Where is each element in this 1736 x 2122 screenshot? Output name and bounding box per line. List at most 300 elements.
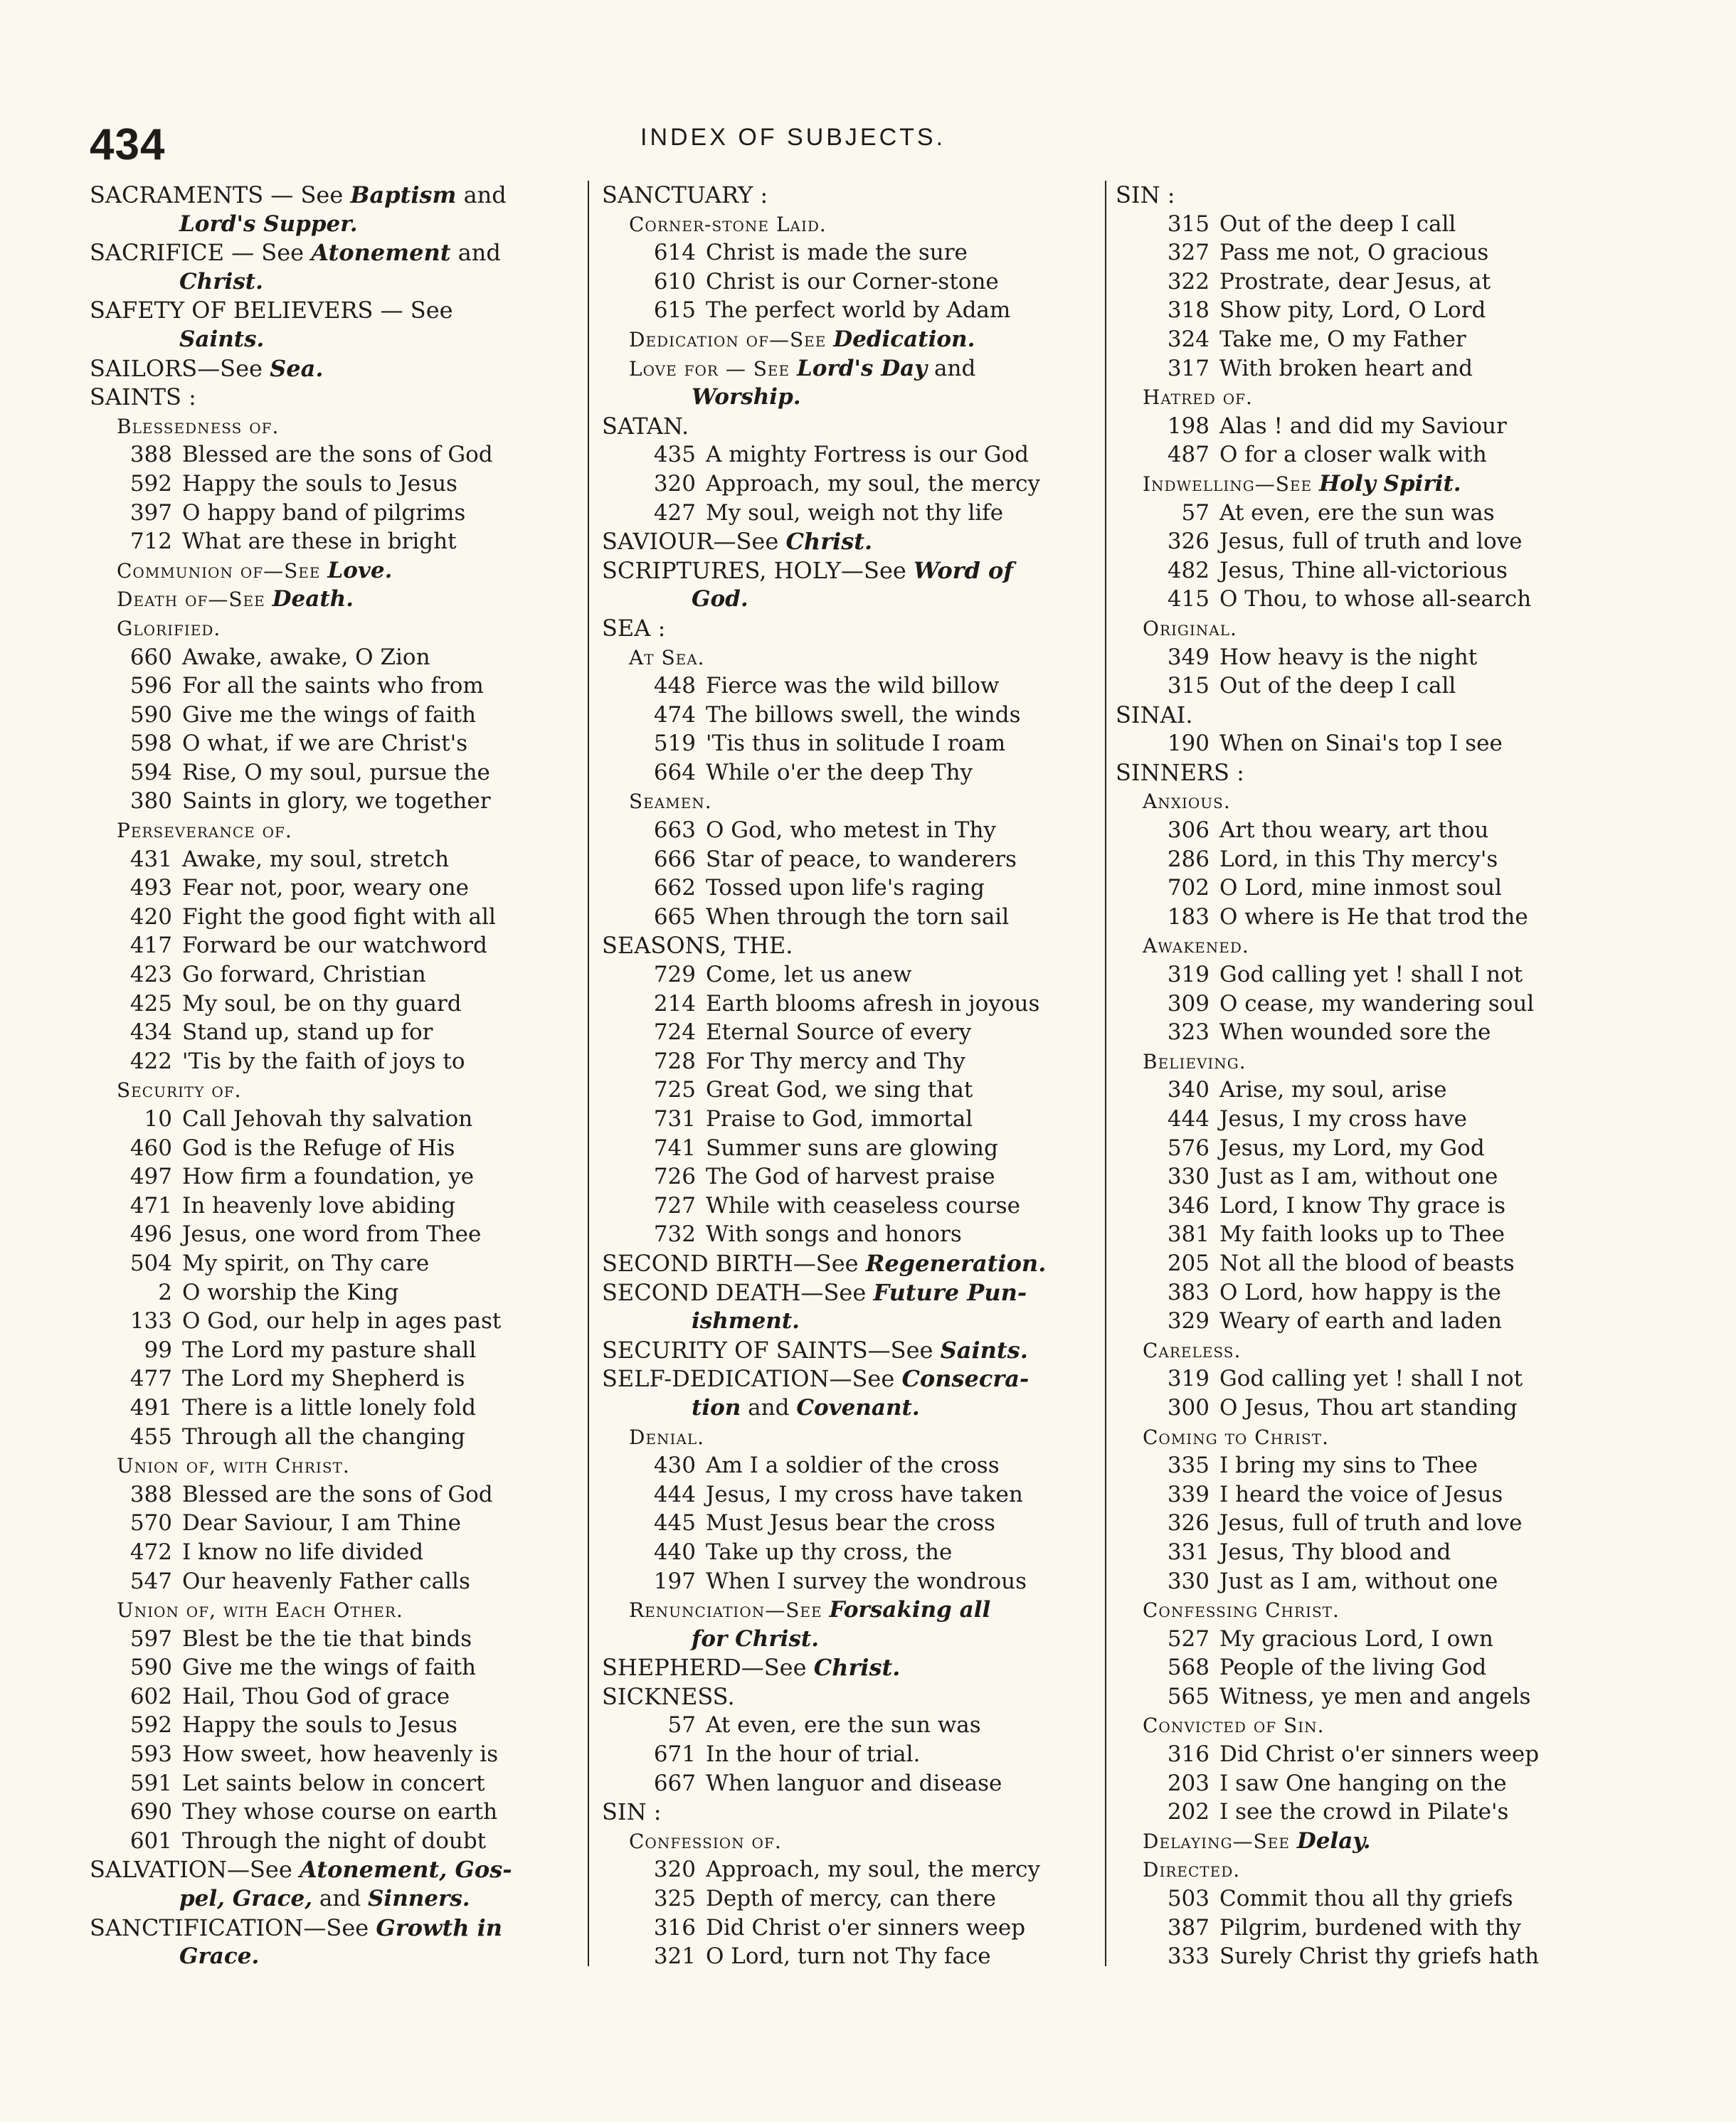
hymn-first-line: The perfect world by Adam xyxy=(706,297,1011,324)
hymn-first-line: Did Christ o'er sinners weep xyxy=(1219,1741,1540,1768)
cross-reference: tion xyxy=(692,1394,741,1421)
hymn-number: 460 xyxy=(129,1135,172,1161)
hymn-number: 423 xyxy=(129,962,172,988)
subheading-text: Confessing Christ. xyxy=(1143,1598,1340,1623)
hymn-first-line: Come, let us anew xyxy=(706,962,912,988)
hymn-entry xyxy=(602,1162,1094,1192)
hymn-first-line: Fight the good fight with all xyxy=(182,903,496,930)
hymn-first-line: I heard the voice of Jesus xyxy=(1219,1481,1503,1507)
subheading-text: Believing. xyxy=(1143,1049,1247,1073)
heading-text: SACRAMENTS — See xyxy=(90,181,351,208)
hymn-first-line: In heavenly love abiding xyxy=(182,1192,456,1219)
hymn-first-line: O Lord, turn not Thy face xyxy=(706,1943,991,1970)
hymn-first-line: Christ is our Corner-stone xyxy=(706,268,999,295)
hymn-entry xyxy=(1116,238,1614,267)
hymn-entry xyxy=(1116,903,1614,932)
hymn-first-line: Jesus, Thine all-victorious xyxy=(1219,557,1508,583)
heading-text: SANCTUARY : xyxy=(602,181,768,208)
hymn-number: 425 xyxy=(129,990,172,1017)
hymn-entry xyxy=(1116,1740,1614,1769)
hymn-entry xyxy=(1116,1364,1614,1394)
hymn-number: 286 xyxy=(1167,846,1210,872)
hymn-first-line: My soul, be on thy guard xyxy=(182,990,462,1017)
hymn-entry xyxy=(90,1711,581,1740)
hymn-entry xyxy=(90,1047,581,1076)
hymn-first-line: Just as I am, without one xyxy=(1219,1164,1498,1190)
subheading-text: Delaying—See xyxy=(1143,1829,1297,1853)
cross-reference: Death. xyxy=(272,586,354,612)
hymn-first-line: Let saints below in concert xyxy=(182,1770,485,1796)
hymn-entry xyxy=(90,1682,581,1712)
cross-reference: Forsaking all xyxy=(829,1597,991,1623)
hymn-first-line: Awake, awake, O Zion xyxy=(182,644,430,670)
hymn-first-line: Through all the changing xyxy=(182,1423,465,1450)
continuation-line xyxy=(602,1307,1094,1336)
hymn-first-line: Blest be the tie that binds xyxy=(182,1625,472,1652)
hymn-first-line: O Jesus, Thou art standing xyxy=(1219,1394,1518,1421)
hymn-entry xyxy=(90,1336,581,1365)
hymn-entry xyxy=(602,1538,1094,1567)
subheading xyxy=(90,614,581,643)
hymn-entry xyxy=(602,1451,1094,1480)
subheading xyxy=(1116,1047,1614,1076)
hymn-entry xyxy=(602,1134,1094,1163)
hymn-first-line: Show pity, Lord, O Lord xyxy=(1219,297,1486,324)
hymn-number: 570 xyxy=(129,1510,172,1537)
hymn-entry xyxy=(602,1855,1094,1884)
hymn-entry xyxy=(90,758,581,787)
hymn-number: 346 xyxy=(1167,1192,1210,1219)
hymn-number: 317 xyxy=(1167,355,1210,381)
hymn-entry xyxy=(90,1394,581,1423)
hymn-entry xyxy=(602,1884,1094,1914)
hymn-entry xyxy=(602,903,1094,932)
hymn-entry xyxy=(90,1162,581,1192)
subheading-text: Blessedness of. xyxy=(117,414,280,438)
hymn-first-line: For Thy mercy and Thy xyxy=(706,1048,965,1074)
subject-heading xyxy=(602,1798,1094,1827)
continuation-line xyxy=(90,1942,581,1971)
hymn-number: 420 xyxy=(129,903,172,930)
hymn-first-line: Out of the deep I call xyxy=(1219,673,1456,699)
cross-reference: Word of xyxy=(914,556,1014,584)
heading-text: SECOND DEATH—See xyxy=(602,1278,874,1306)
hymn-entry xyxy=(1116,1220,1614,1249)
hymn-entry xyxy=(1116,816,1614,845)
subject-heading xyxy=(602,527,1094,556)
hymn-number: 610 xyxy=(653,268,696,295)
hymn-first-line: God calling yet ! shall I not xyxy=(1219,1366,1523,1392)
hymn-number: 381 xyxy=(1167,1221,1210,1248)
hymn-first-line: Happy the souls to Jesus xyxy=(182,1712,457,1739)
heading-text: SIN : xyxy=(1116,181,1175,208)
hymn-entry xyxy=(1116,672,1614,701)
subject-heading xyxy=(602,614,1094,643)
hymn-entry xyxy=(90,470,581,499)
hymn-first-line: The billows swell, the winds xyxy=(706,701,1021,728)
hymn-entry xyxy=(90,1192,581,1221)
hymn-first-line: Jesus, Thy blood and xyxy=(1219,1539,1451,1565)
hymn-entry xyxy=(602,1105,1094,1134)
hymn-number: 329 xyxy=(1167,1308,1210,1335)
hymn-entry xyxy=(1116,1567,1614,1596)
hymn-number: 440 xyxy=(653,1539,696,1565)
hymn-first-line: Star of peace, to wanderers xyxy=(706,846,1017,872)
hymn-number: 326 xyxy=(1167,1510,1210,1537)
hymn-entry xyxy=(1116,1682,1614,1712)
subheading xyxy=(602,325,1094,354)
hymn-first-line: Forward be our watchword xyxy=(182,933,487,959)
hymn-first-line: Give me the wings of faith xyxy=(182,701,476,728)
subject-heading xyxy=(90,296,581,325)
cross-reference: for Christ. xyxy=(692,1625,820,1652)
cross-reference: Christ. xyxy=(813,1654,901,1682)
subheading xyxy=(1116,614,1614,643)
heading-text: SAFETY OF BELIEVERS — See xyxy=(90,297,453,324)
hymn-number: 183 xyxy=(1167,903,1210,930)
hymn-number: 388 xyxy=(129,442,172,468)
hymn-entry xyxy=(1116,440,1614,470)
hymn-entry xyxy=(602,267,1094,297)
hymn-number: 471 xyxy=(129,1192,172,1219)
hymn-first-line: Alas ! and did my Saviour xyxy=(1219,413,1507,439)
hymn-first-line: In the hour of trial. xyxy=(706,1741,921,1768)
hymn-first-line: Take up thy cross, the xyxy=(706,1539,953,1565)
cross-reference: Atonement xyxy=(311,239,451,267)
hymn-entry xyxy=(602,1192,1094,1221)
subject-heading xyxy=(602,1682,1094,1712)
hymn-entry xyxy=(1116,1076,1614,1105)
connector-text: and xyxy=(741,1394,797,1421)
hymn-first-line: Great God, we sing that xyxy=(706,1077,973,1103)
continuation-line xyxy=(90,210,581,239)
hymn-number: 325 xyxy=(653,1886,696,1912)
hymn-number: 203 xyxy=(1167,1770,1210,1796)
subheading xyxy=(1116,1855,1614,1884)
hymn-first-line: Happy the souls to Jesus xyxy=(182,470,457,497)
cross-reference: Christ. xyxy=(785,528,873,556)
hymn-entry xyxy=(90,440,581,470)
subheading xyxy=(602,210,1094,239)
hymn-entry xyxy=(90,1105,581,1134)
hymn-number: 2 xyxy=(158,1279,172,1305)
hymn-number: 315 xyxy=(1167,673,1210,699)
hymn-number: 477 xyxy=(129,1366,172,1392)
subheading xyxy=(90,1596,581,1625)
heading-text: SHEPHERD—See xyxy=(602,1654,814,1682)
hymn-number: 601 xyxy=(129,1827,172,1854)
hymn-first-line: Jesus, one word from Thee xyxy=(182,1221,482,1248)
hymn-entry xyxy=(90,1798,581,1827)
subheading xyxy=(1116,1596,1614,1625)
hymn-number: 330 xyxy=(1167,1164,1210,1190)
hymn-entry xyxy=(90,787,581,816)
hymn-first-line: Pilgrim, burdened with thy xyxy=(1219,1914,1521,1941)
hymn-number: 190 xyxy=(1167,731,1210,757)
hymn-entry xyxy=(1116,1162,1614,1192)
subheading-text: Confession of. xyxy=(629,1829,782,1853)
hymn-first-line: How heavy is the night xyxy=(1219,644,1478,670)
hymn-first-line: Tossed upon life's raging xyxy=(706,875,985,901)
continuation-line xyxy=(90,325,581,354)
heading-text: SECOND BIRTH—See xyxy=(602,1249,866,1277)
subject-heading xyxy=(602,1336,1094,1365)
subheading-text: Careless. xyxy=(1143,1338,1242,1362)
hymn-number: 323 xyxy=(1167,1019,1210,1046)
hymn-entry xyxy=(602,845,1094,874)
hymn-number: 724 xyxy=(653,1019,696,1046)
hymn-entry xyxy=(1116,1884,1614,1914)
subheading xyxy=(90,1076,581,1105)
hymn-first-line: Saints in glory, we together xyxy=(182,788,491,815)
subject-heading xyxy=(90,181,581,210)
hymn-first-line: Christ is made the sure xyxy=(706,240,968,266)
subheading-text: Death of—See xyxy=(117,588,272,612)
hymn-entry xyxy=(1116,1653,1614,1682)
hymn-first-line: A mighty Fortress is our God xyxy=(706,442,1030,468)
hymn-entry xyxy=(1116,960,1614,990)
hymn-entry xyxy=(90,1625,581,1654)
hymn-entry xyxy=(602,874,1094,903)
hymn-first-line: O for a closer walk with xyxy=(1219,442,1487,468)
hymn-entry xyxy=(90,1307,581,1336)
hymn-number: 727 xyxy=(653,1192,696,1219)
hymn-entry xyxy=(1116,1307,1614,1336)
hymn-entry xyxy=(90,1018,581,1047)
hymn-number: 434 xyxy=(129,1019,172,1046)
subheading xyxy=(602,354,1094,383)
hymn-number: 57 xyxy=(667,1712,696,1739)
hymn-entry xyxy=(90,1134,581,1163)
connector-text: and xyxy=(450,239,501,267)
hymn-number: 592 xyxy=(129,470,172,497)
cross-reference: Lord's Supper. xyxy=(179,211,358,237)
subheading-text: Dedication of—See xyxy=(629,327,834,351)
hymn-entry xyxy=(1116,990,1614,1019)
hymn-entry xyxy=(1116,267,1614,297)
cross-reference: pel, Grace, xyxy=(179,1886,313,1912)
subheading xyxy=(1116,383,1614,412)
hymn-number: 331 xyxy=(1167,1539,1210,1565)
hymn-entry xyxy=(90,960,581,990)
hymn-number: 565 xyxy=(1167,1683,1210,1709)
hymn-entry xyxy=(602,1220,1094,1249)
hymn-first-line: O where is He that trod the xyxy=(1219,903,1528,930)
hymn-number: 662 xyxy=(653,875,696,901)
cross-reference: God. xyxy=(692,586,748,612)
hymn-entry xyxy=(90,903,581,932)
hymn-entry xyxy=(602,1567,1094,1596)
hymn-number: 496 xyxy=(129,1221,172,1248)
heading-text: SECURITY OF SAINTS—See xyxy=(602,1336,941,1364)
hymn-entry xyxy=(1116,1538,1614,1567)
hymn-entry xyxy=(1116,1192,1614,1221)
hymn-first-line: When on Sinai's top I see xyxy=(1219,731,1503,757)
hymn-entry xyxy=(602,440,1094,470)
hymn-number: 322 xyxy=(1167,268,1210,295)
subheading xyxy=(1116,787,1614,816)
subject-heading xyxy=(602,556,1094,585)
hymn-entry xyxy=(1116,1769,1614,1798)
continuation-line xyxy=(602,1625,1094,1654)
hymn-entry xyxy=(1116,1249,1614,1278)
hymn-entry xyxy=(1116,296,1614,325)
hymn-entry xyxy=(602,729,1094,758)
subheading-text: Communion of—See xyxy=(117,558,328,583)
subheading-text: Convicted of Sin. xyxy=(1143,1714,1325,1738)
hymn-number: 430 xyxy=(653,1453,696,1479)
hymn-number: 316 xyxy=(1167,1741,1210,1768)
subject-heading xyxy=(602,1249,1094,1278)
subheading xyxy=(90,585,581,614)
hymn-first-line: Prostrate, dear Jesus, at xyxy=(1219,268,1491,295)
hymn-number: 729 xyxy=(653,962,696,988)
hymn-first-line: Summer suns are glowing xyxy=(706,1135,998,1161)
hymn-entry xyxy=(602,1942,1094,1971)
cross-reference: Sea. xyxy=(270,354,324,382)
hymn-first-line: What are these in bright xyxy=(182,529,457,555)
hymn-number: 57 xyxy=(1181,499,1210,526)
subheading xyxy=(1116,1711,1614,1740)
cross-reference: Consecra- xyxy=(901,1365,1030,1393)
hymn-first-line: Fear not, poor, weary one xyxy=(182,875,469,901)
cross-reference: Grace. xyxy=(179,1943,260,1970)
cross-reference: Covenant. xyxy=(796,1394,920,1421)
hymn-number: 133 xyxy=(129,1308,172,1335)
subject-heading xyxy=(1116,181,1614,210)
hymn-first-line: I bring my sins to Thee xyxy=(1219,1453,1478,1479)
hymn-entry xyxy=(602,1076,1094,1105)
hymn-number: 417 xyxy=(129,933,172,959)
hymn-number: 306 xyxy=(1167,817,1210,844)
hymn-entry xyxy=(1116,643,1614,672)
hymn-first-line: O Lord, mine inmost soul xyxy=(1219,875,1502,901)
subject-heading xyxy=(90,1855,581,1884)
hymn-first-line: O God, our help in ages past xyxy=(182,1308,502,1335)
hymn-entry xyxy=(1116,1134,1614,1163)
subject-heading xyxy=(90,1914,581,1943)
cross-reference: Sinners. xyxy=(368,1886,470,1912)
hymn-first-line: When languor and disease xyxy=(706,1770,1002,1796)
hymn-number: 726 xyxy=(653,1164,696,1190)
cross-reference: Lord's Day xyxy=(797,355,928,381)
hymn-first-line: Am I a soldier of the cross xyxy=(706,1453,1000,1479)
hymn-first-line: With broken heart and xyxy=(1219,355,1473,381)
subject-heading xyxy=(602,1278,1094,1307)
hymn-number: 690 xyxy=(129,1799,172,1825)
hymn-number: 598 xyxy=(129,731,172,757)
hymn-first-line: O God, who metest in Thy xyxy=(706,817,996,844)
hymn-number: 504 xyxy=(129,1250,172,1276)
heading-text: SELF-DEDICATION—See xyxy=(602,1365,902,1393)
hymn-number: 497 xyxy=(129,1164,172,1190)
hymn-entry xyxy=(1116,1914,1614,1943)
hymn-first-line: O Thou, to whose all-search xyxy=(1219,586,1532,612)
hymn-first-line: Witness, ye men and angels xyxy=(1219,1683,1531,1709)
hymn-first-line: Lord, in this Thy mercy's xyxy=(1219,846,1498,872)
hymn-entry xyxy=(1116,1018,1614,1047)
hymn-entry xyxy=(90,1364,581,1394)
heading-text: SANCTIFICATION—See xyxy=(90,1914,376,1941)
hymn-number: 663 xyxy=(653,817,696,844)
hymn-first-line: When through the torn sail xyxy=(706,903,1010,930)
cross-reference: Love. xyxy=(327,557,393,583)
hymn-first-line: O cease, my wandering soul xyxy=(1219,990,1535,1017)
subject-heading xyxy=(602,1364,1094,1394)
subheading-text: Hatred of. xyxy=(1143,386,1253,410)
hymn-first-line: I see the crowd in Pilate's xyxy=(1219,1799,1509,1825)
hymn-number: 671 xyxy=(653,1741,696,1768)
hymn-entry xyxy=(90,527,581,556)
hymn-first-line: While with ceaseless course xyxy=(706,1192,1021,1219)
hymn-first-line: When I survey the wondrous xyxy=(706,1568,1027,1594)
subheading-text: Renunciation—See xyxy=(629,1598,830,1623)
hymn-entry xyxy=(90,643,581,672)
hymn-number: 10 xyxy=(144,1106,172,1132)
heading-text: SALVATION—See xyxy=(90,1856,300,1884)
hymn-number: 527 xyxy=(1167,1625,1210,1652)
hymn-first-line: How firm a foundation, ye xyxy=(182,1164,475,1190)
hymn-first-line: While o'er the deep Thy xyxy=(706,759,973,785)
hymn-entry xyxy=(1116,325,1614,354)
subject-heading xyxy=(602,931,1094,960)
subheading-text: Union of, with Christ. xyxy=(117,1454,350,1478)
hymn-number: 202 xyxy=(1167,1799,1210,1825)
hymn-entry xyxy=(1116,1278,1614,1307)
hymn-entry xyxy=(602,1047,1094,1076)
hymn-first-line: Earth blooms afresh in joyous xyxy=(706,990,1040,1017)
hymn-entry xyxy=(1116,1798,1614,1827)
subheading xyxy=(90,412,581,441)
hymn-number: 597 xyxy=(129,1625,172,1652)
column-divider xyxy=(1105,181,1106,1966)
subheading-text: Coming to Christ. xyxy=(1143,1425,1329,1449)
hymn-first-line: Call Jehovah thy salvation xyxy=(182,1106,473,1132)
subheading xyxy=(1116,1827,1614,1856)
hymn-first-line: The God of harvest praise xyxy=(706,1164,995,1190)
hymn-entry xyxy=(90,1653,581,1682)
hymn-entry xyxy=(602,238,1094,267)
hymn-entry xyxy=(90,499,581,528)
hymn-number: 590 xyxy=(129,701,172,728)
hymn-first-line: Jesus, I my cross have taken xyxy=(706,1481,1023,1507)
hymn-number: 712 xyxy=(129,529,172,555)
heading-text: SCRIPTURES, HOLY—See xyxy=(602,556,914,584)
hymn-entry xyxy=(602,672,1094,701)
hymn-entry xyxy=(1116,1942,1614,1971)
hymn-first-line: Not all the blood of beasts xyxy=(1219,1250,1515,1276)
cross-reference: Holy Spirit. xyxy=(1318,470,1461,497)
hymn-entry xyxy=(1116,1509,1614,1538)
hymn-entry xyxy=(602,990,1094,1019)
hymn-first-line: They whose course on earth xyxy=(182,1799,498,1825)
heading-text: SIN : xyxy=(602,1798,662,1826)
subheading-text: Corner-stone Laid. xyxy=(629,212,827,236)
hymn-first-line: Hail, Thou God of grace xyxy=(182,1683,450,1709)
hymn-number: 318 xyxy=(1167,297,1210,324)
hymn-number: 435 xyxy=(653,442,696,468)
hymn-number: 547 xyxy=(129,1568,172,1594)
hymn-number: 319 xyxy=(1167,962,1210,988)
hymn-number: 326 xyxy=(1167,529,1210,555)
hymn-entry xyxy=(90,1249,581,1278)
hymn-number: 315 xyxy=(1167,211,1210,237)
hymn-number: 665 xyxy=(653,903,696,930)
hymn-entry xyxy=(90,1480,581,1510)
hymn-entry xyxy=(90,1740,581,1769)
hymn-first-line: The Lord my pasture shall xyxy=(182,1337,477,1363)
subject-heading xyxy=(602,412,1094,441)
